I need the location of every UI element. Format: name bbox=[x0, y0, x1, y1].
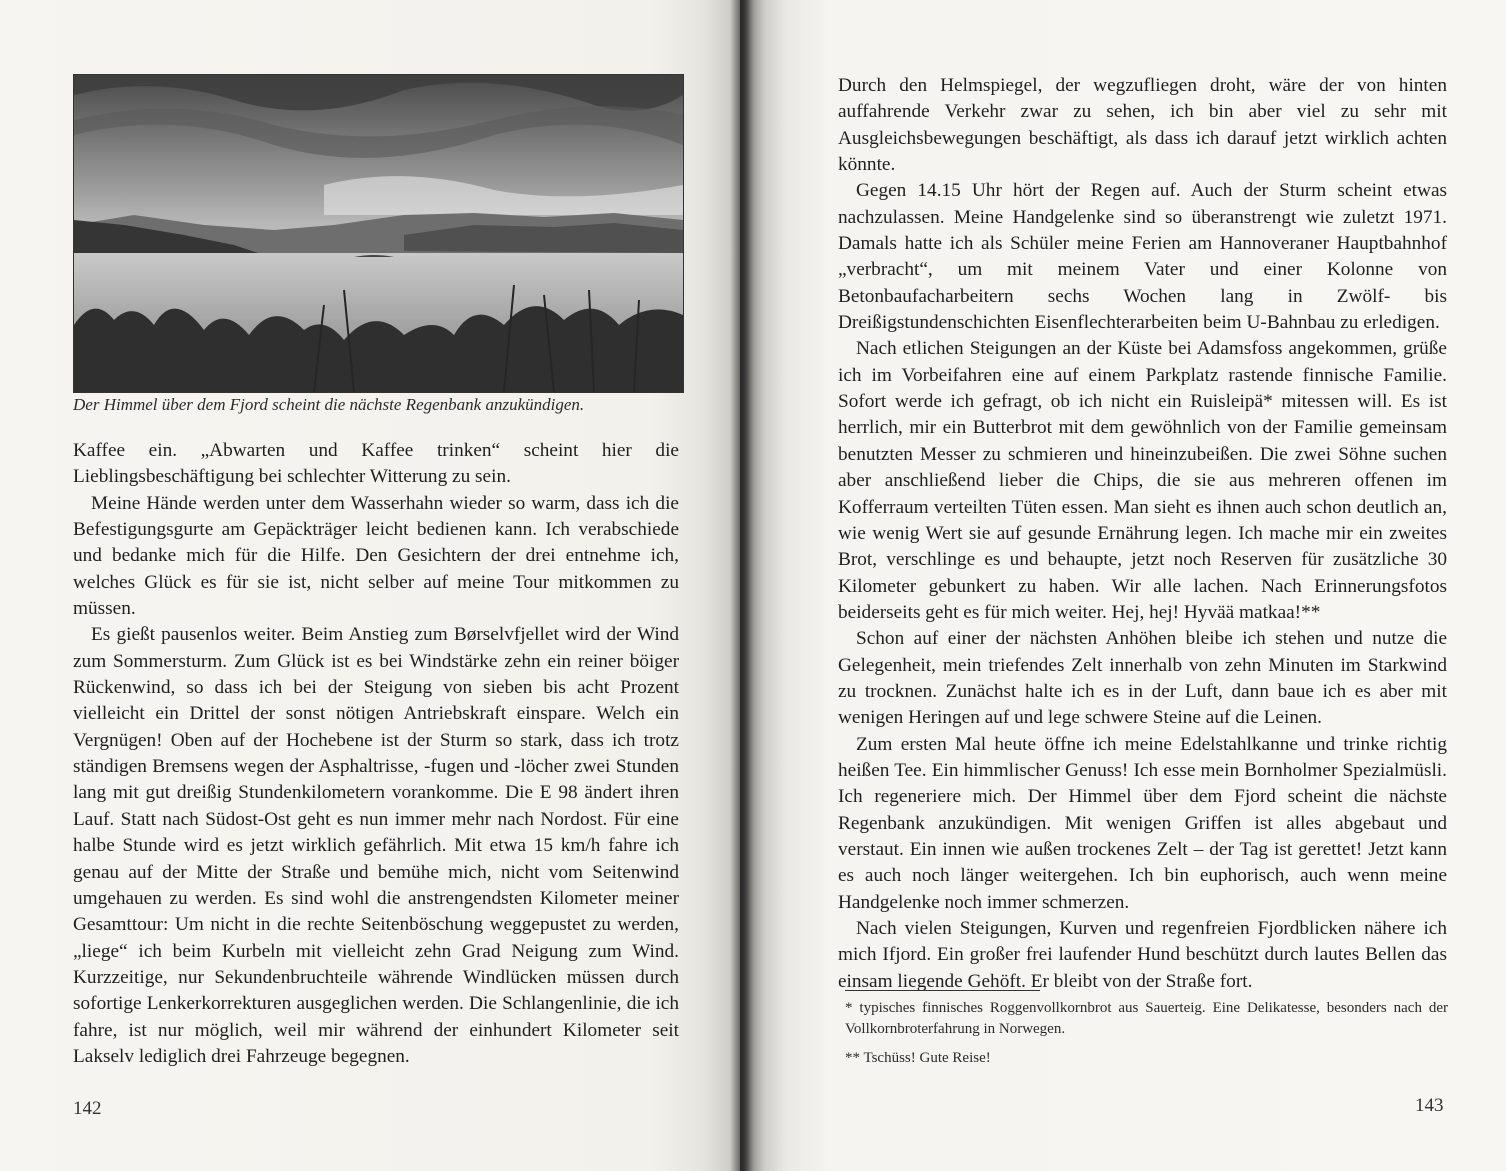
right-page-body bbox=[838, 73, 1447, 995]
paragraph: Meine Hände werden unter dem Wasserhahn wieder so warm, dass ich die Befestigungsgurte am Gepäckträger leicht bedienen kann. Ich verabschiede und bedanke mich für die Hilfe. Den Gesichtern der drei entnehme ich, welches Glück es für sie ist, nicht selber auf meine Tour mitkommen zu müssen. bbox=[73, 492, 679, 620]
paragraph: Zum ersten Mal heute öffne ich meine Edelstahlkanne und trinke richtig heißen Tee. Ein himmlischer Genuss! Ich esse mein Bornholmer Spezialmüsli. Ich regeneriere mich. Der Himmel über dem Fjord scheint die nächste Regenbank anzukündigen. Mit wenigen Griffen ist alles abgebaut und verstaut. Ein innen wie außen trockenes Zelt – der Tag ist gerettet! Jetzt kann es auch noch länger weitergehen. Ich bin euphorisch, auch wenn meine Handgelenke noch immer schmerzen. bbox=[838, 733, 1447, 913]
footnote: ** Tschüss! Gute Reise! bbox=[845, 1050, 991, 1066]
left-page bbox=[0, 0, 740, 1171]
paragraph: Es gießt pausenlos weiter. Beim Anstieg zum Børselvfjellet wird der Wind zum Sommersturm. Zum Glück ist es bei Windstärke zehn ein reiner böiger Rückenwind, so dass ich bei der Steigung von sieben bis acht Prozent vielleicht ein Drittel der sonst nötigen Antriebskraft einspare. Welch ein Vergnügen! Oben auf der Hochebene ist der Sturm so stark, dass ich trotz ständigen Bremsens wegen der Asphaltrisse, -fugen und -löcher zwei Stunden lang mit gut dreißig Stundenkilometern vorankomme. Die E 98 ändert ihren Lauf. Statt nach Südost-Ost geht es nun immer mehr nach Nordost. Für eine halbe Stunde wird es jetzt wirklich gefährlich. Mit etwa 15 km/h fahre ich genau auf der Mitte der Straße und bemühe mich, nicht vom Seitenwind umgehauen zu werden. Es sind wohl die anstrengendsten Kilometer meiner Gesamttour: Um nicht in die rechte Seitenböschung weggepustet zu werden, „liege“ ich beim Kurbeln mit vielleicht zehn Grad Neigung zum Wind. Kurzzeitige, nur Sekundenbruchteile währende Windlücken müssen durch sofortige Lenkerkorrekturen ausgeglichen werden. Die Schlangenlinie, die ich fahre, ist nur möglich, weil mir während der einhundert Kilometer seit Lakselv lediglich drei Fahrzeuge begegnen. bbox=[73, 624, 679, 1067]
paragraph: Schon auf einer der nächsten Anhöhen bleibe ich stehen und nutze die Gelegenheit, mein triefendes Zelt innerhalb von zehn Minuten im Starkwind zu trocknen. Zunächst halte ich es in der Luft, dann baue ich es aber mit wenigen Heringen auf und lege schwere Steine auf die Leinen. bbox=[838, 628, 1447, 729]
book-gutter bbox=[730, 0, 754, 1171]
page-number-right: 143 bbox=[1415, 1095, 1444, 1116]
paragraph: Nach etlichen Steigungen an der Küste bei Adamsfoss angekommen, grüße ich im Vorbeifahren eine auf einem Parkplatz rastende finnische Familie. Sofort werde ich gefragt, ob ich nicht ein Ruisleipä* mitessen will. Es ist herrlich, mir ein Butterbrot mit dem gewöhnlich von der Familie gemeinsam benutzten Messer zu schmieren und hineinzubeißen. Die zwei Söhne suchen aber anschließend lieber die Chips, die sie aus mehreren offenen im Kofferraum verteilten Tüten essen. Man sieht es ihnen auch schon deutlich an, wie wenig Wert sie auf gesunde Ernährung legen. Ich mache mir ein zweites Brot, verschlinge es und behaupte, jetzt noch Reserven für zusätzliche 30 Kilometer gebunkert zu haben. Wir alle lachen. Nach Erinnerungsfotos beiderseits geht es für mich weiter. Hej, hej! Hyvää matkaa!** bbox=[838, 338, 1447, 623]
footnote: * typisches finnisches Roggenvollkornbrot aus Sauerteig. Eine Delikatesse, besonders nach der Vollkornbroterfahrung in Norwegen. bbox=[845, 1000, 1448, 1037]
page-number-left: 142 bbox=[73, 1098, 102, 1119]
left-page-body bbox=[73, 438, 679, 1070]
paragraph: Durch den Helmspiegel, der wegzufliegen droht, wäre der von hinten auffahrende Verkehr zwar zu sehen, ich bin aber viel zu sehr mit Ausgleichsbewegungen beschäftigt, als dass ich darauf jetzt wirklich achten könnte. bbox=[838, 75, 1447, 176]
paragraph: Kaffee ein. „Abwarten und Kaffee trinken“ scheint hier die Lieblingsbeschäftigung bei schlechter Witterung zu sein. bbox=[73, 440, 679, 488]
paragraph: Gegen 14.15 Uhr hört der Regen auf. Auch der Sturm scheint etwas nachzulassen. Meine Handgelenke sind so überanstrengt wie zuletzt 1971. Damals hatte ich als Schüler meine Ferien am Hannoveraner Hauptbahnhof „verbracht“, um mit meinem Vater und einer Kolonne von Betonbaufacharbeitern sechs Wochen lang in Zwölf- bis Dreißigstundenschichten Eisenflechterarbeiten beim U-Bahnbau zu erledigen. bbox=[838, 180, 1447, 334]
photo-caption: Der Himmel über dem Fjord scheint die nächste Regenbank anzukündigen. bbox=[73, 395, 585, 414]
footnotes bbox=[845, 998, 1448, 1077]
footnote-divider bbox=[845, 990, 1040, 991]
fjord-landscape-photo bbox=[73, 74, 684, 393]
paragraph: Nach vielen Steigungen, Kurven und regenfreien Fjordblicken nähere ich mich Ifjord. Ein großer frei laufender Hund beschützt durch lautes Bellen das einsam liegende Gehöft. Er bleibt von der Straße fort. bbox=[838, 918, 1447, 992]
